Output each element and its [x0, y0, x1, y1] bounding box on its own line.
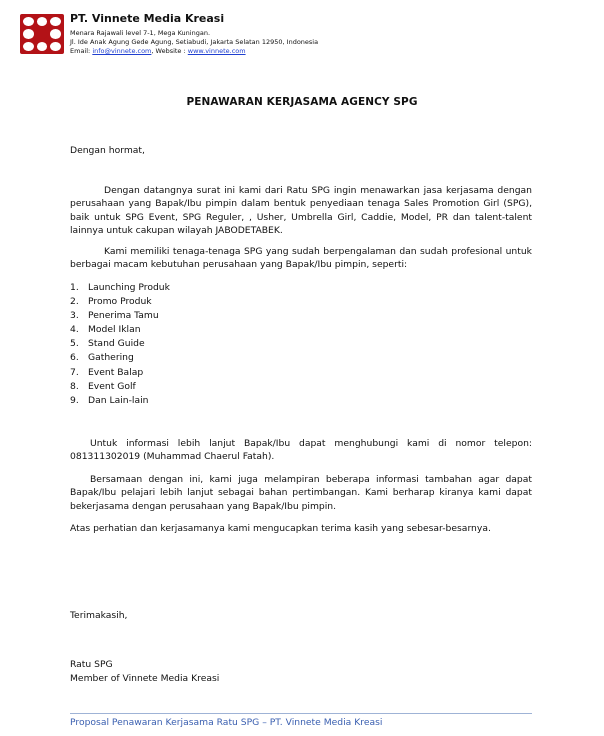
signature-name: Ratu SPG: [70, 659, 113, 670]
list-item: 7. Event Balap: [70, 366, 144, 378]
website-link[interactable]: www.vinnete.com: [187, 47, 246, 55]
company-logo-icon: [20, 14, 64, 54]
email-label: Email:: [70, 47, 91, 55]
list-item: 6. Gathering: [70, 352, 134, 364]
document-title: PENAWARAN KERJASAMA AGENCY SPG: [186, 96, 418, 108]
website-label: , Website :: [151, 47, 186, 55]
list-item: 2. Promo Produk: [70, 296, 152, 308]
list-item: 8. Event Golf: [70, 380, 136, 392]
paragraph-experience: Kami memiliki tenaga-tenaga SPG yang sudah berpengalaman dan sudah profesional untuk berbagai macam kebutuhan perusahaan yang Bapak/Ibu pimpin, seperti:: [70, 246, 532, 271]
paragraph-offer: Dengan datangnya surat ini kami dari Ratu SPG ingin menawarkan jasa kerjasama dengan perusahaan yang Bapak/Ibu pimpin dalam bentuk penyediaan tenaga Sales Promotion Girl (SPG), baik untuk SPG Event, SPG Reguler, , Usher, Umbrella Girl, Caddie, Model, PR dan talent-talent lainnya untuk cakupan wilayah JABODETABEK.: [70, 185, 532, 237]
paragraph-contact: Untuk informasi lebih lanjut Bapak/Ibu dapat menghubungi kami di nomor telepon: 081311302019 (Muhammad Chaerul Fatah).: [70, 438, 532, 463]
services-list: [70, 281, 170, 408]
company-name: PT. Vinnete Media Kreasi: [70, 12, 225, 25]
company-address-line-1: Menara Rajawali level 7-1, Mega Kuningan.: [70, 29, 211, 37]
footer-text: Proposal Penawaran Kerjasama Ratu SPG – PT. Vinnete Media Kreasi: [70, 717, 383, 728]
list-item: 9. Dan Lain-lain: [70, 394, 149, 406]
list-item: 1. Launching Produk: [70, 282, 170, 293]
signature-organization: Member of Vinnete Media Kreasi: [70, 673, 220, 684]
paragraph-thanks: Atas perhatian dan kerjasamanya kami mengucapkan terima kasih yang sebesar-besarnya.: [70, 523, 491, 534]
footer-divider: [70, 713, 532, 714]
greeting: Dengan hormat,: [70, 145, 145, 156]
email-link[interactable]: info@vinnete.com: [92, 47, 152, 55]
company-contact-line: [70, 47, 246, 55]
list-item: 3. Penerima Tamu: [70, 310, 159, 322]
paragraph-attachment: Bersamaan dengan ini, kami juga melampiran beberapa informasi tambahan agar dapat Bapak/Ibu pelajari lebih lanjut sebagai bahan pertimbangan. Kami berharap kiranya kami dapat bekerjasama dengan perusahaan yang Bapak/Ibu pimpin.: [70, 474, 532, 512]
company-address-line-2: Jl. Ide Anak Agung Gede Agung, Setiabudi, Jakarta Selatan 12950, Indonesia: [70, 38, 319, 46]
list-item: 4. Model Iklan: [70, 324, 141, 336]
closing-text: Terimakasih,: [70, 610, 128, 621]
list-item: 5. Stand Guide: [70, 338, 145, 350]
